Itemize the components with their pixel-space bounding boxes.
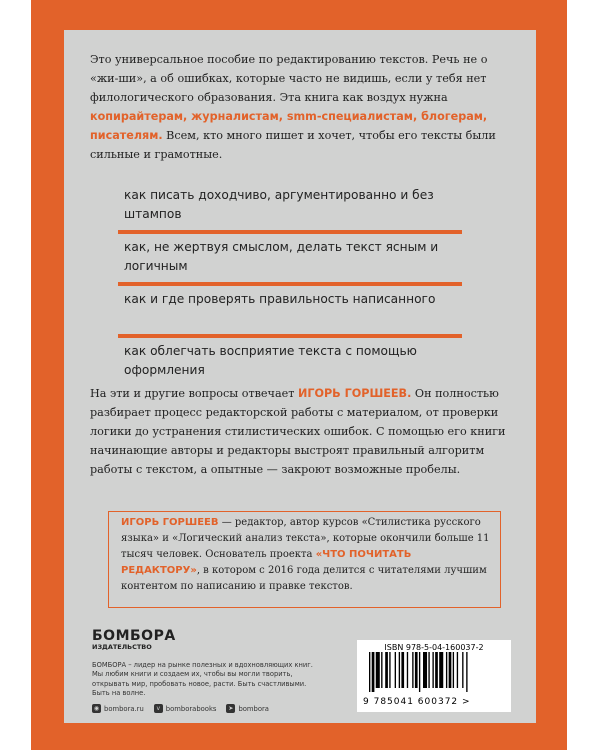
- social-link-telegram[interactable]: [226, 704, 269, 713]
- isbn-barcode-box: [357, 640, 511, 712]
- author-bio-box: [108, 511, 501, 608]
- topic-item: как писать доходчиво, аргументированно и без штампов: [124, 188, 434, 221]
- barcode-bar: [432, 652, 433, 688]
- barcode-graphic: [363, 652, 505, 692]
- barcode-bar: [446, 652, 447, 688]
- intro-text-end: Всем, кто много пишет и хочет, чтобы его тексты были сильные и грамотные.: [90, 129, 496, 161]
- answer-text-start: На эти и другие вопросы отвечает: [90, 387, 298, 400]
- barcode-bar: [453, 652, 454, 688]
- barcode-bar: [389, 652, 390, 688]
- topics-list: [118, 182, 480, 386]
- author-bio-text: — редактор, автор курсов «Стилистика русского языка» и «Логический анализ текста», которые окончили больше 11 тысяч человек. Основатель проекта: [121, 517, 490, 560]
- barcode-bar: [462, 652, 463, 688]
- publisher-name: БОМБОРА: [92, 628, 176, 644]
- topic-item: как, не жертвуя смыслом, делать текст ясным и логичным: [124, 240, 439, 273]
- author-bio-name: ИГОРЬ ГОРШЕЕВ: [121, 517, 219, 528]
- topic-item: как облегчать восприятие текста с помощью оформления: [124, 344, 417, 377]
- answer-text-end: Он полностью разбирает процесс редакторской работы с материалом, от проверки логики до устранения стилистических ошибок. С помощью его книги начинающие авторы и редакторы выстроят правильный алгоритм работы с текстом, а опытные — закроют возможные пробелы.: [90, 387, 506, 476]
- barcode-bar: [372, 652, 375, 692]
- answer-author-name: ИГОРЬ ГОРШЕЕВ.: [297, 387, 412, 400]
- publisher-subtitle: ИЗДАТЕЛЬСТВО: [92, 643, 152, 651]
- barcode-bar: [407, 652, 408, 688]
- barcode-bar: [466, 652, 467, 692]
- barcode-bar: [369, 652, 370, 692]
- social-link-vk[interactable]: [154, 704, 217, 713]
- globe-icon: ◉: [93, 705, 100, 712]
- barcode-bar: [412, 652, 413, 688]
- barcode-bar: [439, 652, 443, 688]
- barcode-bar: [399, 652, 400, 688]
- publisher-logo: [92, 628, 176, 651]
- barcode-bar: [376, 652, 380, 688]
- author-bio-project: «ЧТО ПОЧИТАТЬ РЕДАКТОРУ»: [121, 549, 412, 576]
- social-label: bombora.ru: [104, 704, 144, 713]
- author-bio-text-end: , в котором с 2016 года делится с читателями лучшим контентом по написанию и правке текстов.: [121, 565, 487, 592]
- social-link-site[interactable]: [92, 704, 144, 713]
- social-label: bomborabooks: [165, 704, 217, 713]
- barcode-bar: [435, 652, 438, 688]
- social-label: bombora: [238, 704, 269, 713]
- publisher-socials: [92, 704, 269, 713]
- barcode-bar: [395, 652, 396, 688]
- barcode-bar: [385, 652, 388, 688]
- answer-paragraph: [90, 384, 510, 479]
- barcode-bar: [401, 652, 404, 688]
- barcode-bar: [423, 652, 427, 688]
- topic-item: как и где проверять правильность написанного: [124, 292, 436, 306]
- telegram-icon: ➤: [228, 705, 234, 712]
- barcode-bar: [419, 652, 420, 692]
- intro-paragraph: [90, 50, 510, 164]
- barcode-bar: [415, 652, 418, 688]
- intro-audience-highlight: копирайтерам, журналистам, smm-специалистам, блогерам, писателям.: [90, 110, 488, 142]
- isbn-label: ISBN 978-5-04-160037-2: [384, 643, 484, 652]
- barcode-bar: [449, 652, 452, 688]
- vk-icon: v: [154, 704, 163, 713]
- publisher-description: БОМБОРА – лидер на рынке полезных и вдохновляющих книг. Мы любим книги и создаем их, чтобы вы могли творить, открывать мир, пробовать новое, расти. Быть счастливыми. Быть на волне.: [92, 661, 313, 697]
- barcode-digits: 9 785041 600372 >: [363, 697, 471, 707]
- barcode-bar: [457, 652, 458, 688]
- intro-text-start: Это универсальное пособие по редактированию текстов. Речь не о «жи-ши», а об ошибках, которые часто не видишь, если у тебя нет филологического образования. Эта книга как воздух нужна: [90, 53, 488, 104]
- barcode-bar: [428, 652, 429, 688]
- barcode-bar: [381, 652, 382, 688]
